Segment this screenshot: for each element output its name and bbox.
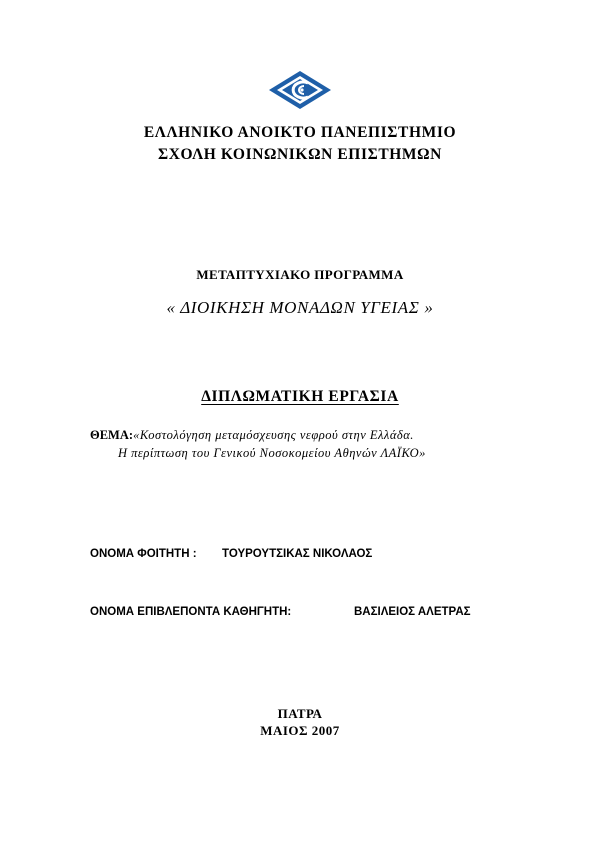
university-name: ΕΛΛΗΝΙΚΟ ΑΝΟΙΚΤΟ ΠΑΝΕΠΙΣΤΗΜΙΟ [143, 124, 457, 141]
topic-line-1: «Κοστολόγηση μεταμόσχευσης νεφρού στην Ελλάδα. [133, 428, 414, 442]
topic-line-2: Η περίπτωση του Γενικού Νοσοκομείου Αθηνών ΛΑΪΚΟ» [118, 446, 426, 460]
topic-label: ΘΕΜΑ: [90, 428, 134, 442]
program-name: « ΔΙΟΙΚΗΣΗ ΜΟΝΑΔΩΝ ΥΓΕΙΑΣ » [166, 298, 434, 317]
thesis-heading-text: ΔΙΠΛΩΜΑΤΙΚΗ ΕΡΓΑΣΙΑ [201, 388, 399, 405]
student-name: ΤΟΥΡΟΥΤΣΙΚΑΣ ΝΙΚΟΛΑΟΣ [222, 548, 373, 560]
school-name: ΣΧΟΛΗ ΚΟΙΝΩΝΙΚΩΝ ΕΠΙΣΤΗΜΩΝ [158, 146, 442, 163]
program-label: ΜΕΤΑΠΤΥΧΙΑΚΟ ΠΡΟΓΡΑΜΜΑ [196, 267, 404, 282]
university-logo-icon [268, 70, 332, 110]
city: ΠΑΤΡΑ [277, 706, 323, 721]
thesis-heading [0, 388, 600, 406]
supervisor-name: ΒΑΣΙΛΕΙΟΣ ΑΛΕΤΡΑΣ [354, 606, 471, 618]
university-logo [268, 70, 332, 110]
thesis-topic [90, 426, 550, 462]
date: ΜΑΙΟΣ 2007 [260, 723, 340, 738]
student-label: ΟΝΟΜΑ ΦΟΙΤΗΤΗ : [90, 548, 197, 560]
supervisor-label: ΟΝΟΜΑ ΕΠΙΒΛΕΠΟΝΤΑ ΚΑΘΗΓΗΤΗ: [90, 606, 292, 618]
